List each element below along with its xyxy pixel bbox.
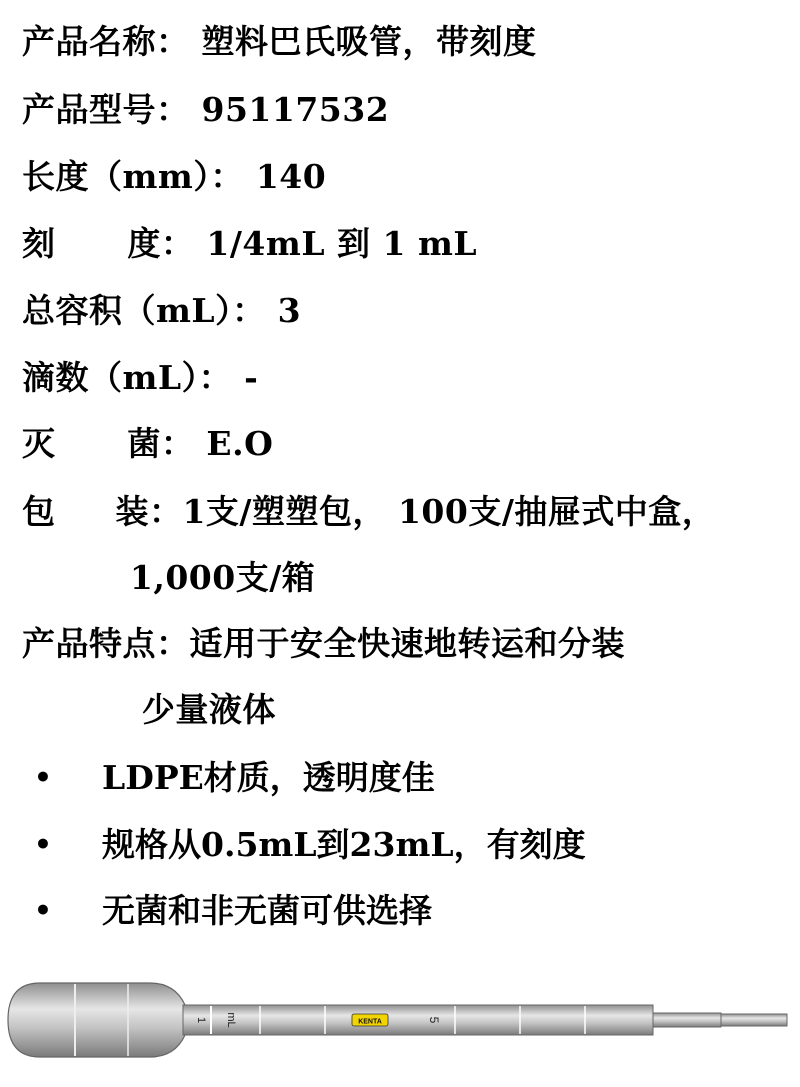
bullet-3-dot: • — [34, 894, 52, 927]
bullet-3-text: 无菌和非无菌可供选择 — [102, 891, 432, 930]
bullet-2-text: 规格从0.5mL到23mL，有刻度 — [102, 825, 586, 864]
spec-features: 产品特点：适用于安全快速地转运和分装 — [22, 624, 625, 663]
spec-model: 产品型号： 95117532 — [22, 90, 390, 129]
pipette-mark-5: 5 — [427, 1016, 441, 1024]
pipette-image — [0, 975, 800, 1065]
pipette-stem — [183, 1005, 653, 1035]
pipette-mark-1: 1 — [195, 1016, 207, 1024]
pipette-mark-ml: mL — [225, 1012, 237, 1028]
spec-features-cont: 少量液体 — [22, 690, 276, 729]
spec-product-name: 产品名称： 塑料巴氏吸管，带刻度 — [22, 22, 537, 61]
pipette-tip — [653, 1013, 721, 1027]
spec-total-volume: 总容积（mL）： 3 — [22, 291, 302, 330]
spec-graduation: 刻 度： 1/4mL 到 1 mL — [22, 224, 478, 263]
spec-packaging: 包 装：1支/塑塑包， 100支/抽屉式中盒， — [22, 492, 716, 531]
bullet-1-text: LDPE材质，透明度佳 — [102, 758, 435, 797]
pipette-bulb — [8, 983, 185, 1057]
spec-length: 长度（mm）： 140 — [22, 157, 327, 196]
spec-packaging-cont: 1,000支/箱 — [22, 558, 316, 597]
spec-drops: 滴数（mL）： - — [22, 358, 259, 397]
bullet-1-dot: • — [34, 761, 52, 794]
spec-sterilization: 灭 菌： E.O — [22, 424, 274, 463]
pipette-brand: KENTA — [358, 1018, 382, 1026]
bullet-2-dot: • — [34, 828, 52, 861]
